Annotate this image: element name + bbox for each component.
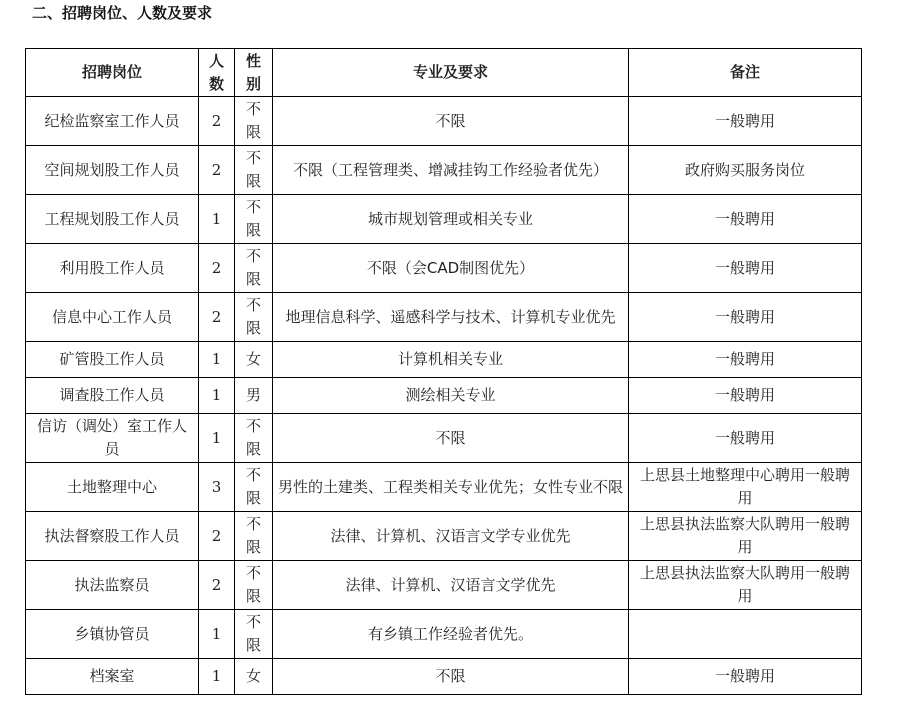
cell-position: 调查股工作人员 (26, 378, 199, 414)
table-row (26, 293, 862, 342)
cell-position: 土地整理中心 (26, 463, 199, 512)
cell-requirements: 男性的土建类、工程类相关专业优先；女性专业不限 (273, 463, 629, 512)
cell-count: 2 (199, 97, 235, 146)
cell-requirements: 法律、计算机、汉语言文学优先 (273, 561, 629, 610)
cell-gender: 女 (235, 342, 273, 378)
cell-requirements: 计算机相关专业 (273, 342, 629, 378)
table-header-row (26, 49, 862, 97)
cell-remarks: 一般聘用 (629, 342, 862, 378)
table-row (26, 659, 862, 695)
cell-position: 利用股工作人员 (26, 244, 199, 293)
table-row (26, 342, 862, 378)
cell-position: 矿管股工作人员 (26, 342, 199, 378)
cell-remarks: 上思县执法监察大队聘用一般聘用 (629, 561, 862, 610)
table-row (26, 512, 862, 561)
cell-count: 1 (199, 195, 235, 244)
cell-remarks: 一般聘用 (629, 97, 862, 146)
cell-count: 2 (199, 561, 235, 610)
table-row (26, 610, 862, 659)
cell-remarks: 上思县土地整理中心聘用一般聘用 (629, 463, 862, 512)
table-row (26, 378, 862, 414)
cell-gender: 男 (235, 378, 273, 414)
cell-remarks: 上思县执法监察大队聘用一般聘用 (629, 512, 862, 561)
cell-requirements: 不限（工程管理类、增减挂钩工作经验者优先） (273, 146, 629, 195)
cell-gender: 不限 (235, 512, 273, 561)
cell-position: 工程规划股工作人员 (26, 195, 199, 244)
cell-count: 1 (199, 414, 235, 463)
cell-count: 2 (199, 146, 235, 195)
cell-count: 2 (199, 512, 235, 561)
cell-count: 1 (199, 659, 235, 695)
cell-remarks: 一般聘用 (629, 293, 862, 342)
header-count: 人数 (199, 49, 235, 97)
cell-gender: 不限 (235, 561, 273, 610)
cell-remarks: 一般聘用 (629, 195, 862, 244)
cell-requirements: 测绘相关专业 (273, 378, 629, 414)
cell-requirements: 有乡镇工作经验者优先。 (273, 610, 629, 659)
cell-requirements: 不限 (273, 97, 629, 146)
cell-count: 1 (199, 342, 235, 378)
cell-gender: 不限 (235, 414, 273, 463)
table-row (26, 463, 862, 512)
table-row (26, 97, 862, 146)
cell-position: 档案室 (26, 659, 199, 695)
cell-gender: 不限 (235, 97, 273, 146)
cell-remarks: 一般聘用 (629, 659, 862, 695)
cell-requirements: 不限（会CAD制图优先） (273, 244, 629, 293)
cell-count: 1 (199, 378, 235, 414)
cell-position: 空间规划股工作人员 (26, 146, 199, 195)
cell-requirements: 不限 (273, 659, 629, 695)
header-remarks: 备注 (629, 49, 862, 97)
cell-remarks: 政府购买服务岗位 (629, 146, 862, 195)
cell-count: 1 (199, 610, 235, 659)
cell-gender: 不限 (235, 244, 273, 293)
header-gender: 性别 (235, 49, 273, 97)
cell-remarks (629, 610, 862, 659)
cell-gender: 女 (235, 659, 273, 695)
cell-position: 乡镇协管员 (26, 610, 199, 659)
cell-gender: 不限 (235, 146, 273, 195)
cell-requirements: 法律、计算机、汉语言文学专业优先 (273, 512, 629, 561)
cell-position: 纪检监察室工作人员 (26, 97, 199, 146)
cell-requirements: 地理信息科学、遥感科学与技术、计算机专业优先 (273, 293, 629, 342)
cell-position: 执法监察员 (26, 561, 199, 610)
table-row (26, 244, 862, 293)
cell-count: 3 (199, 463, 235, 512)
table-row (26, 195, 862, 244)
header-position: 招聘岗位 (26, 49, 199, 97)
cell-remarks: 一般聘用 (629, 244, 862, 293)
cell-count: 2 (199, 244, 235, 293)
cell-remarks: 一般聘用 (629, 414, 862, 463)
cell-gender: 不限 (235, 610, 273, 659)
table-row (26, 414, 862, 463)
cell-gender: 不限 (235, 463, 273, 512)
cell-requirements: 不限 (273, 414, 629, 463)
cell-position: 执法督察股工作人员 (26, 512, 199, 561)
cell-gender: 不限 (235, 293, 273, 342)
cell-count: 2 (199, 293, 235, 342)
cell-position: 信息中心工作人员 (26, 293, 199, 342)
header-requirements: 专业及要求 (273, 49, 629, 97)
table-row (26, 146, 862, 195)
recruitment-table (25, 48, 862, 695)
cell-requirements: 城市规划管理或相关专业 (273, 195, 629, 244)
section-heading: 二、招聘岗位、人数及要求 (32, 4, 213, 22)
cell-remarks: 一般聘用 (629, 378, 862, 414)
table-row (26, 561, 862, 610)
cell-gender: 不限 (235, 195, 273, 244)
cell-position: 信访（调处）室工作人员 (26, 414, 199, 463)
